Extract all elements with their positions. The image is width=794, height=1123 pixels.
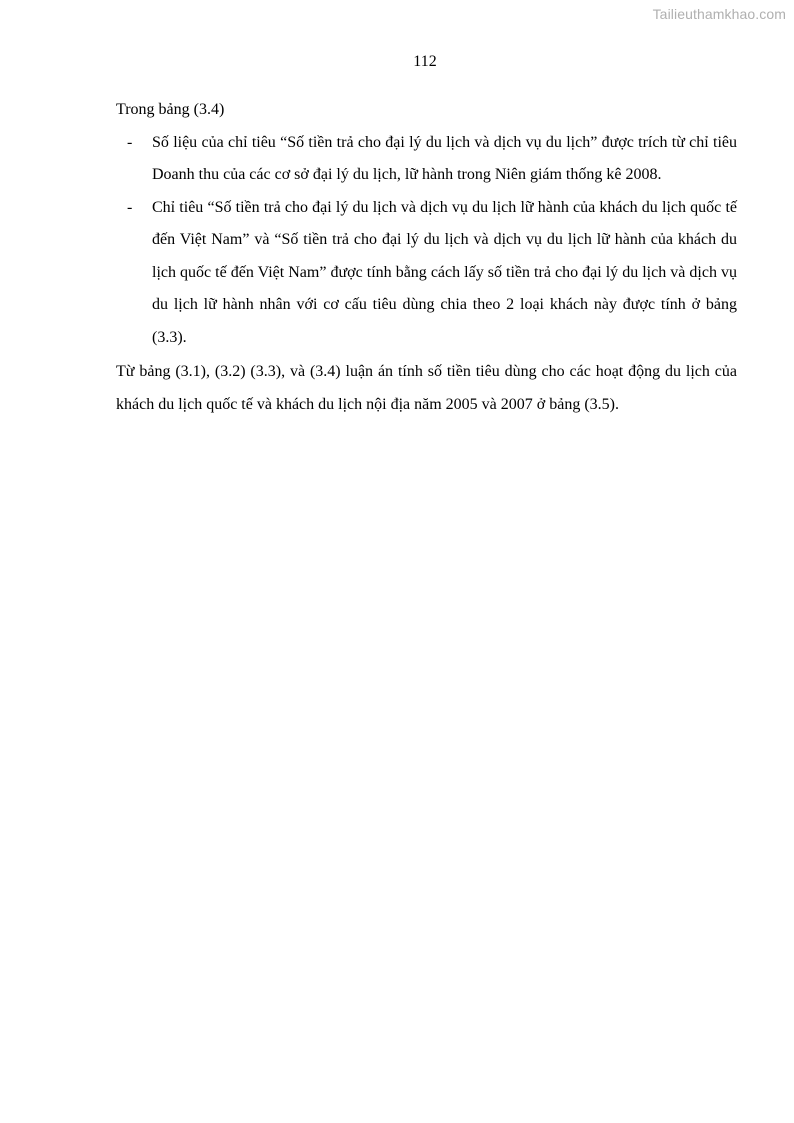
- bullet-dash: -: [127, 198, 133, 216]
- watermark-text: Tailieuthamkhao.com: [652, 6, 786, 22]
- bullet-dash: -: [127, 133, 133, 151]
- bullet-list: [116, 127, 737, 355]
- bullet-item: [116, 127, 737, 192]
- intro-line: Trong bảng (3.4): [116, 101, 225, 118]
- bullet-text: Số liệu của chỉ tiêu “Số tiền trả cho đại lý du lịch và dịch vụ du lịch” được trích từ chỉ tiêu Doanh thu của các cơ sở đại lý du lịch, lữ hành trong Niên giám thống kê 2008.: [152, 133, 737, 183]
- bullet-text: Chỉ tiêu “Số tiền trả cho đại lý du lịch và dịch vụ du lịch lữ hành của khách du lịch quốc tế đến Việt Nam” và “Số tiền trả cho đại lý du lịch và dịch vụ du lịch lữ hành của khách du lịch quốc tế đến Việt Nam” được tính bằng cách lấy số tiền trả cho đại lý du lịch và dịch vụ du lịch lữ hành nhân với cơ cấu tiêu dùng chia theo 2 loại khách này được tính ở bảng (3.3).: [152, 198, 737, 346]
- page-number: 112: [413, 53, 437, 70]
- conclusion-paragraph: Từ bảng (3.1), (3.2) (3.3), và (3.4) luận án tính số tiền tiêu dùng cho các hoạt động du lịch của khách du lịch quốc tế và khách du lịch nội địa năm 2005 và 2007 ở bảng (3.5).: [116, 363, 737, 413]
- document-body: [116, 94, 737, 421]
- bullet-item: [116, 192, 737, 355]
